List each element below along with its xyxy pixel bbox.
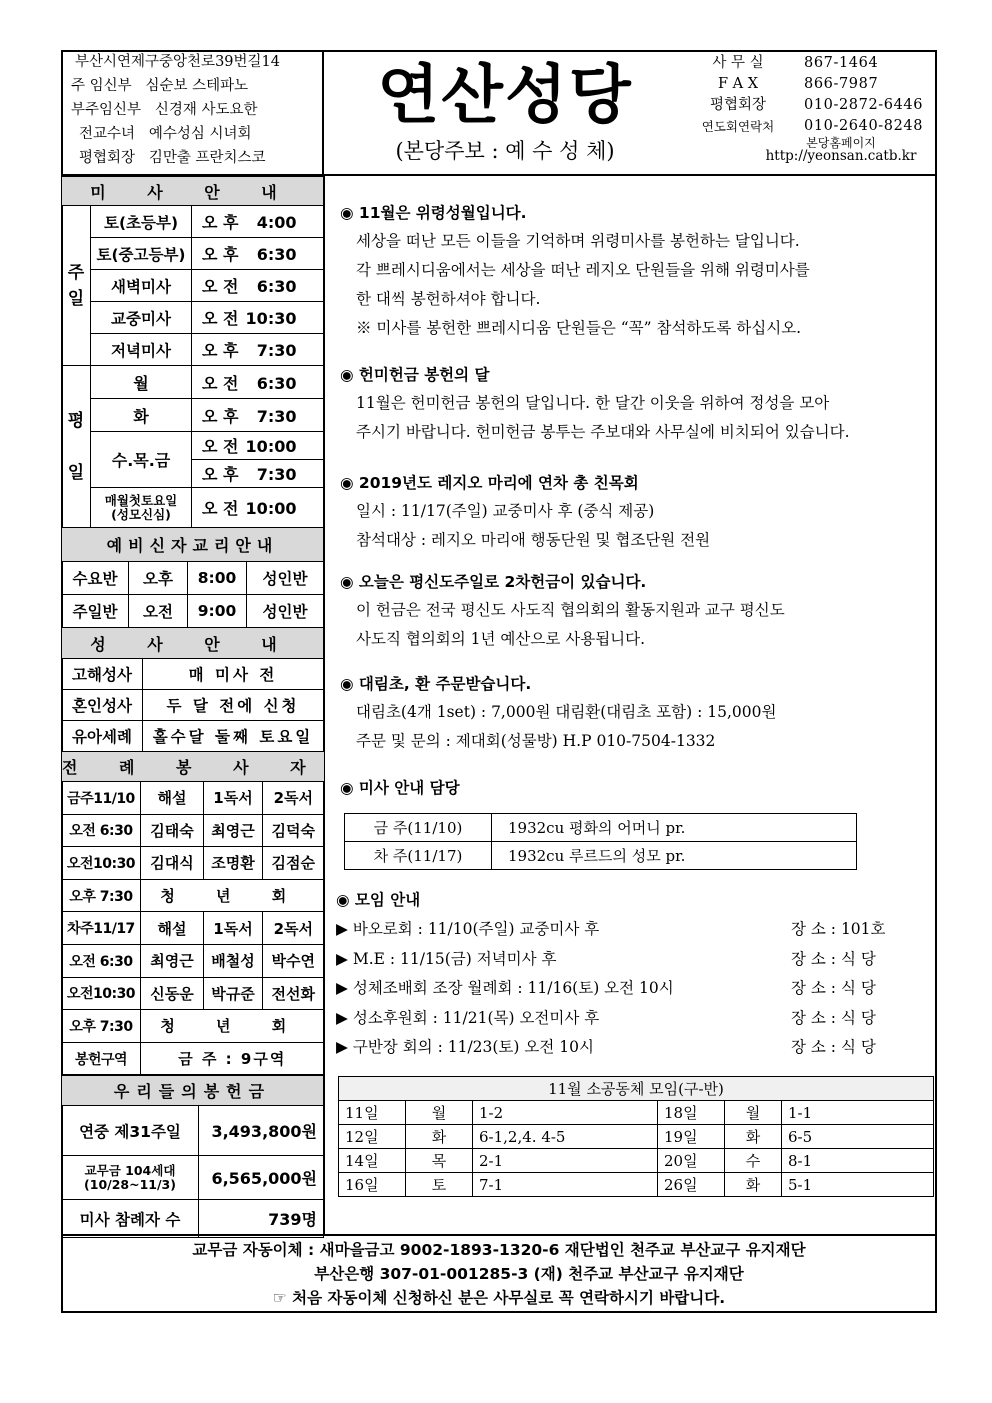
offering-value: 739명 — [199, 1200, 324, 1238]
server-slot: 오후 7:30 — [62, 879, 141, 912]
sacrament-name: 유아세례 — [62, 721, 143, 752]
meeting-location: 장 소 : 식 당 — [791, 1038, 876, 1056]
small-group-table — [338, 1076, 934, 1197]
contact-row — [686, 53, 936, 74]
server-reader2: 2독서 — [263, 912, 325, 945]
meeting-text: ▶ 바오로회 : 11/10(주일) 교중미사 후 — [336, 920, 600, 938]
mass-clock: 7:30 — [256, 465, 297, 484]
small-group-row — [339, 1149, 934, 1173]
server-reader1: 1독서 — [204, 782, 263, 815]
clergy-role: 주 임신부 — [71, 78, 132, 94]
server-reader2: 김덕숙 — [263, 814, 325, 847]
mass-name: 토(중고등부) — [91, 238, 192, 270]
small-group-cell: 화 — [725, 1125, 782, 1149]
guide-group: 1932cu 루르드의 성모 pr. — [492, 842, 857, 870]
announcement-line: 한 대씩 봉헌하셔야 합니다. — [356, 290, 541, 308]
small-group-cell: 화 — [406, 1125, 473, 1149]
small-group-cell: 11일 — [339, 1101, 406, 1125]
small-group-title: 11월 소공동체 모임(구-반) — [339, 1077, 934, 1101]
sacrament-table — [61, 627, 324, 752]
footer-line: 교무금 자동이체 : 새마을금고 9002-1893-1320-6 재단법인 천주교 부산교구 유지재단 — [192, 1241, 806, 1259]
server-commentator: 김대식 — [141, 847, 204, 880]
contact-label: F A X — [717, 76, 759, 92]
small-group-cell: 19일 — [658, 1125, 725, 1149]
footer-line: ☞ 처음 자동이체 신청하신 분은 사무실로 꼭 연락하시기 바랍니다. — [272, 1289, 726, 1307]
small-group-cell: 수 — [725, 1149, 782, 1173]
announcement-title: ◉ 2019년도 레지오 마리에 연차 총 친목회 — [340, 474, 639, 492]
header-contacts — [686, 50, 936, 174]
meeting-text: ▶ M.E : 11/15(금) 저녁미사 후 — [336, 949, 557, 968]
guide-week: 차 주(11/17) — [345, 842, 492, 870]
announcement — [340, 568, 785, 654]
small-group-cell: 월 — [406, 1101, 473, 1125]
mass-time — [192, 488, 324, 528]
announcement-title: ◉ 헌미헌금 봉헌의 달 — [340, 366, 490, 384]
server-reader2: 박수연 — [263, 944, 325, 977]
server-group: 청 년 회 — [141, 1010, 325, 1043]
clergy-row — [61, 74, 321, 98]
small-group-cell: 1-1 — [782, 1101, 934, 1125]
meeting-location: 장 소 : 101호 — [791, 920, 886, 938]
announcement-title: ◉ 11월은 위령성월입니다. — [340, 204, 527, 222]
offering-label: 미사 참례자 수 — [62, 1200, 199, 1238]
mass-time — [192, 206, 324, 238]
server-slot: 오후 7:30 — [62, 1010, 141, 1043]
announcement-title: ◉ 미사 안내 담당 — [340, 779, 460, 797]
small-group-cell: 6-1,2,4. 4-5 — [473, 1125, 658, 1149]
mass-time — [192, 270, 324, 302]
guide-week: 금 주(11/10) — [345, 814, 492, 842]
class-ampm: 오전 — [129, 595, 188, 628]
mass-clock: 6:30 — [256, 373, 297, 393]
clergy-row — [61, 98, 321, 122]
small-group-cell: 16일 — [339, 1173, 406, 1197]
contact-label: 평협회장 — [709, 97, 767, 113]
footer-line: 부산은행 307-01-001285-3 (재) 천주교 부산교구 유지재단 — [314, 1265, 744, 1283]
mass-ampm: 오 후 — [202, 213, 239, 232]
mass-time — [192, 366, 324, 399]
mass-ampm: 오 후 — [202, 465, 239, 484]
server-commentator: 신동운 — [141, 977, 204, 1010]
contact-row — [686, 116, 936, 137]
server-slot: 오전 6:30 — [62, 814, 141, 847]
contact-row — [686, 74, 936, 95]
small-group-cell: 목 — [406, 1149, 473, 1173]
class-target: 성인반 — [247, 562, 324, 595]
class-ampm: 오후 — [129, 562, 188, 595]
server-reader2: 김점순 — [263, 847, 325, 880]
small-group-cell: 26일 — [658, 1173, 725, 1197]
meeting-item — [336, 945, 926, 974]
announcement-title: ◉ 오늘은 평신도주일로 2차헌금이 있습니다. — [340, 573, 647, 591]
meeting-location: 장 소 : 식 당 — [791, 949, 876, 968]
meeting-item — [336, 974, 926, 1003]
offering-label: 연중 제31주일 — [62, 1106, 199, 1156]
clergy-name: 예수성심 시녀회 — [148, 126, 252, 142]
clergy-role: 부주임신부 — [71, 102, 142, 118]
contact-label: 연도회연락처 — [701, 119, 775, 134]
announcement-line: 이 헌금은 전국 평신도 사도직 협의회의 활동지원과 교구 평신도 — [356, 601, 785, 619]
mass-clock: 6:30 — [256, 245, 297, 264]
mass-name: 교중미사 — [91, 302, 192, 334]
announcement-line: 일시 : 11/17(주일) 교중미사 후 (중식 제공) — [356, 502, 655, 520]
clergy-name: 김만출 프란치스코 — [148, 150, 266, 166]
mass-clock: 10:30 — [245, 309, 297, 328]
sacrament-desc: 두 달 전에 신청 — [143, 690, 324, 721]
contact-row — [686, 95, 936, 116]
server-commentator: 해설 — [141, 912, 204, 945]
server-reader2: 2독서 — [263, 782, 325, 815]
announcement-line: 11월은 헌미헌금 봉헌의 달입니다. 한 달간 이웃을 위하여 정성을 모아 — [356, 394, 830, 412]
sacrament-name: 고해성사 — [62, 659, 143, 690]
server-reader1: 최영근 — [204, 814, 263, 847]
server-slot: 오전10:30 — [62, 977, 141, 1010]
header-divider — [322, 50, 324, 174]
mass-clock: 6:30 — [256, 277, 297, 296]
server-reader1: 박규준 — [204, 977, 263, 1010]
class-time: 9:00 — [188, 595, 247, 628]
offering-table — [61, 1075, 324, 1238]
class-time: 8:00 — [188, 562, 247, 595]
sacrament-name: 혼인성사 — [62, 690, 143, 721]
meeting-text: ▶ 성체조배회 조장 월례회 : 11/16(토) 오전 10시 — [336, 979, 674, 997]
mass-schedule-title: 미 사 안 내 — [62, 177, 324, 206]
mass-name: 저녁미사 — [91, 334, 192, 366]
catechumen-title: 예비신자교리안내 — [62, 528, 324, 562]
mass-time — [192, 334, 324, 366]
meeting-location: 장 소 : 식 당 — [791, 1008, 876, 1027]
clergy-name: 심순보 스테파노 — [145, 78, 249, 94]
small-group-cell: 7-1 — [473, 1173, 658, 1197]
announcement-line: 대림초(4개 1set) : 7,000원 대림환(대림초 포함) : 15,000원 — [356, 703, 777, 721]
sacrament-desc: 홀수달 둘째 토요일 — [143, 721, 324, 752]
small-group-cell: 20일 — [658, 1149, 725, 1173]
mass-ampm: 오 후 — [202, 341, 239, 360]
mass-name: 월 — [91, 366, 192, 399]
meetings-title: ◉ 모임 안내 — [336, 891, 421, 909]
mass-time — [192, 399, 324, 432]
small-group-cell: 8-1 — [782, 1149, 934, 1173]
server-group: 금 주 : 9구역 — [141, 1042, 325, 1075]
small-group-cell: 14일 — [339, 1149, 406, 1173]
clergy-row — [61, 146, 321, 170]
contact-value: 867-1464 — [804, 55, 879, 71]
mass-clock: 7:30 — [256, 341, 297, 360]
church-name: 연산성당 — [377, 59, 633, 133]
mass-clock: 10:00 — [245, 499, 297, 518]
announcement-title: ◉ 대림초, 환 주문받습니다. — [340, 675, 532, 693]
mass-ampm: 오 후 — [202, 406, 239, 426]
small-group-cell: 18일 — [658, 1101, 725, 1125]
mass-time — [192, 302, 324, 334]
mass-name: 토(초등부) — [91, 206, 192, 238]
meeting-location: 장 소 : 식 당 — [791, 979, 876, 997]
mass-ampm: 오 전 — [202, 499, 239, 518]
contact-value: 866-7987 — [804, 76, 879, 92]
homepage-url[interactable]: http://yeonsan.catb.kr — [765, 148, 917, 164]
server-slot: 봉헌구역 — [62, 1042, 141, 1075]
server-reader1: 1독서 — [204, 912, 263, 945]
mass-name: 수.목.금 — [91, 432, 192, 488]
server-reader1: 조명환 — [204, 847, 263, 880]
announcement — [340, 361, 850, 447]
header-title-block — [330, 50, 680, 174]
homepage-label: 본당홈페이지 — [806, 136, 876, 150]
server-commentator: 김태숙 — [141, 814, 204, 847]
server-group: 청 년 회 — [141, 879, 325, 912]
small-group-cell: 화 — [725, 1173, 782, 1197]
announcement-line: 세상을 떠난 모든 이들을 기억하며 위령미사를 봉헌하는 달입니다. — [356, 232, 800, 250]
footer-rule — [61, 1234, 937, 1236]
class-name: 수요반 — [62, 562, 129, 595]
mass-clock: 10:00 — [245, 437, 297, 456]
mass-name: 화 — [91, 399, 192, 432]
mass-clock: 7:30 — [256, 406, 297, 426]
mass-clock: 4:00 — [256, 213, 297, 232]
announcement-line: 참석대상 : 레지오 마리애 행동단원 및 협조단원 전원 — [356, 531, 711, 549]
small-group-cell: 월 — [725, 1101, 782, 1125]
header-clergy — [61, 50, 321, 174]
small-group-cell: 12일 — [339, 1125, 406, 1149]
small-group-row — [339, 1101, 934, 1125]
offering-label: 교무금 104세대 (10/28~11/3) — [62, 1156, 199, 1200]
mass-schedule-table — [61, 176, 324, 528]
announcement-line: 주시기 바랍니다. 헌미헌금 봉투는 주보대와 사무실에 비치되어 있습니다. — [356, 423, 850, 441]
weekday-label: 평 일 — [62, 366, 91, 528]
announcement-line: ※ 미사를 봉헌한 쁘레시디움 단원들은 “꼭” 참석하도록 하십시오. — [356, 319, 802, 337]
server-commentator: 해설 — [141, 782, 204, 815]
announcement-line: 각 쁘레시디움에서는 세상을 떠난 레지오 단원들을 위해 위령미사를 — [356, 261, 810, 279]
bulletin-subtitle: (본당주보 : 예 수 성 체) — [395, 139, 615, 163]
mass-ampm: 오 전 — [202, 309, 239, 328]
mass-time — [192, 238, 324, 270]
meeting-text: ▶ 성소후원회 : 11/21(목) 오전미사 후 — [336, 1008, 600, 1027]
small-group-cell: 1-2 — [473, 1101, 658, 1125]
contact-value: 010-2640-8248 — [804, 118, 924, 134]
footer — [61, 1238, 937, 1310]
offering-value: 3,493,800원 — [199, 1106, 324, 1156]
sacrament-desc: 매 미사 전 — [143, 659, 324, 690]
announcement-line: 주문 및 문의 : 제대회(성물방) H.P 010-7504-1332 — [356, 732, 716, 750]
clergy-name: 신경재 사도요한 — [154, 102, 258, 118]
mass-time — [192, 460, 324, 488]
mass-ampm: 오 후 — [202, 245, 239, 264]
small-group-cell: 토 — [406, 1173, 473, 1197]
mass-name: 매월첫토요일 (성모신심) — [91, 488, 192, 528]
sacrament-title: 성 사 안 내 — [62, 628, 324, 659]
announcement — [340, 670, 776, 756]
offering-value: 6,565,000원 — [199, 1156, 324, 1200]
mass-name: 새벽미사 — [91, 270, 192, 302]
contact-label: 사 무 실 — [712, 55, 764, 71]
small-group-cell: 5-1 — [782, 1173, 934, 1197]
small-group-row — [339, 1125, 934, 1149]
mass-guide-table — [344, 813, 857, 870]
server-commentator: 최영근 — [141, 944, 204, 977]
servers-title: 전 례 봉 사 자 — [62, 752, 325, 782]
announcement — [340, 199, 810, 343]
announcement — [340, 774, 460, 802]
meeting-item — [336, 1004, 926, 1033]
guide-group: 1932cu 평화의 어머니 pr. — [492, 814, 857, 842]
small-group-cell: 2-1 — [473, 1149, 658, 1173]
class-target: 성인반 — [247, 595, 324, 628]
meeting-item — [336, 915, 926, 944]
contact-value: 010-2872-6446 — [804, 97, 924, 113]
mass-ampm: 오 전 — [202, 373, 239, 393]
servers-table — [61, 751, 325, 1075]
server-reader2: 전선화 — [263, 977, 325, 1010]
server-slot: 차주11/17 — [62, 912, 141, 945]
catechumen-table — [61, 527, 324, 628]
small-group-row — [339, 1173, 934, 1197]
clergy-row — [61, 122, 321, 146]
server-slot: 오전10:30 — [62, 847, 141, 880]
class-name: 주일반 — [62, 595, 129, 628]
announcement-line: 사도직 협의회의 1년 예산으로 사용됩니다. — [356, 630, 646, 648]
mass-ampm: 오 전 — [202, 277, 239, 296]
small-group-cell: 6-5 — [782, 1125, 934, 1149]
meeting-text: ▶ 구반장 회의 : 11/23(토) 오전 10시 — [336, 1038, 594, 1056]
server-slot: 금주11/10 — [62, 782, 141, 815]
clergy-role: 전교수녀 — [79, 126, 136, 142]
church-address: 부산시연제구중앙천로39번길14 — [75, 54, 280, 70]
meeting-item — [336, 1033, 926, 1062]
mass-ampm: 오 전 — [202, 437, 239, 456]
server-reader1: 배철성 — [204, 944, 263, 977]
mass-time — [192, 432, 324, 460]
clergy-role: 평협회장 — [79, 150, 136, 166]
server-slot: 오전 6:30 — [62, 944, 141, 977]
offering-title: 우리들의봉헌금 — [62, 1076, 324, 1106]
sunday-label: 주 일 — [62, 206, 91, 366]
announcement — [340, 469, 710, 555]
